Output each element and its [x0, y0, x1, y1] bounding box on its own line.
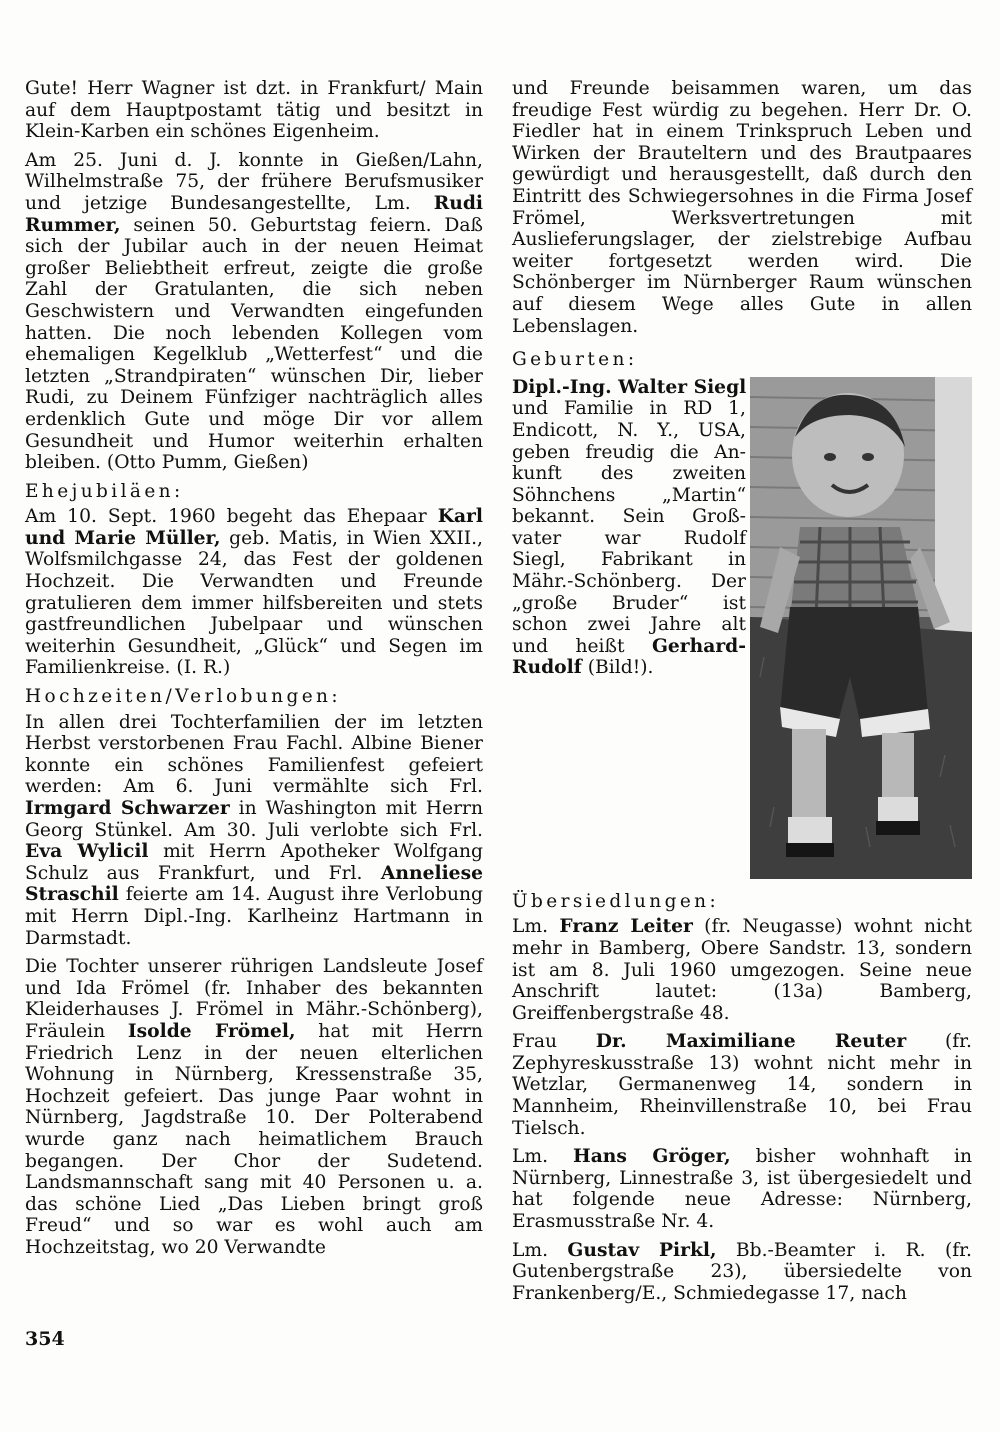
- text: in Washington mit Herrn Georg Stünkel. Am 30. Juli verlobte sich Frl.: [25, 798, 483, 841]
- child-photo: [750, 377, 972, 879]
- paragraph-mueller: [25, 506, 483, 679]
- text-line: schon zwei Jahre alt: [512, 614, 746, 636]
- paragraph-leiter: [512, 916, 972, 1024]
- text: hat mit Herrn Friedrich Lenz in der neuen elterlichen Wohnung in Nürnberg, Kressenstraße 35, Hochzeit gefeiert. Das junge Paar wohnt in Nürnberg, Jagdstraße 10. Der Polterabend wurde ganz nach heimatlichem Brauch begangen. Der Chor der Sudetend. Landsmannschaft sang mit 40 Personen u. a. das schöne Lied „Das Lieben bringt groß Freud“ und so war es wohl auch am Hochzeitstag, wo 20 Verwandte: [25, 1020, 483, 1258]
- birth-announcement: [512, 377, 972, 887]
- heading-uebersiedlungen: Übersiedlungen:: [512, 890, 720, 912]
- text: feierte am 14. August ihre Verlobung mit Herrn Dipl.-Ing. Karlheinz Hartmann in Darmstadt.: [25, 884, 483, 949]
- name-rudi-rummer: Rudi Rummer,: [25, 191, 483, 236]
- text-line: Siegl, Fabrikant in: [512, 549, 746, 571]
- text-line: und Familie in RD 1,: [512, 398, 746, 420]
- text: Die Tochter unserer rührigen Landsleute Josef und Ida Frömel (fr. Inhaber des bekannten Kleiderhauses J. Frömel in Mähr.-Schönberg), Fräulein: [25, 956, 483, 1042]
- birth-text: [512, 377, 746, 679]
- text: Lm.: [512, 1239, 549, 1261]
- text: (fr. Neugasse) wohnt nicht mehr in Bamberg, Obere Sandstr. 13, sondern ist am 8. Juli 1960 umgezogen. Seine neue Anschrift lautet: (13a) Bamberg, Greiffenbergstraße 48.: [512, 916, 973, 1024]
- page-number: 354: [25, 1328, 65, 1350]
- paragraph-biener: [25, 712, 483, 950]
- name-gerhard: Gerhard-: [651, 634, 746, 657]
- name-maximiliane-reuter: Dr. Maximiliane Reuter: [595, 1030, 907, 1053]
- name-karl-marie-mueller: Karl und Marie Müller,: [25, 505, 483, 549]
- name-anneliese-straschil: Anneliese Straschil: [25, 861, 483, 906]
- text: (Bild!).: [587, 657, 654, 679]
- text-line: [512, 657, 746, 679]
- name-eva-wylicil: Eva Wylicil: [25, 840, 149, 863]
- name-hans-groeger: Hans Gröger,: [573, 1145, 731, 1168]
- paragraph-groeger: [512, 1146, 972, 1232]
- text-line: [512, 636, 746, 658]
- left-column: [25, 78, 483, 1265]
- paragraph-reuter: [512, 1031, 972, 1139]
- text: und heißt: [512, 635, 625, 657]
- text: mit Herrn Apotheker Wolfgang Schulz aus Frankfurt, und Frl.: [25, 841, 483, 884]
- text: seinen 50. Geburtstag feiern. Daß sich der Jubilar auch in der neuen Heimat großer Beliebtheit erfreut, zeigte die große Zahl der Gratulanten, die sich neben Geschwistern und Verwandten eingefunden hatten. Die noch lebenden Kollegen vom ehemaligen Kegelklub „Wetterfest“ und die letzten „Strandpiraten“ wünschen Dir, lieber Rudi, zu Deinem Fünfziger nachträglich alles erdenklich Gute und möge Dir vor allem Gesundheit und Humor weiterhin erhalten bleiben. (Otto Pumm, Gießen): [25, 214, 483, 474]
- text: geb. Matis, in Wien XXII., Wolfsmilchgasse 24, das Fest der goldenen Hochzeit. Die Verwandten und Freunde gratulieren dem immer hilfsbereiten und stets gastfreundlichen Jubelpaar und wünschen weiterhin Gesundheit, „Glück“ und Segen im Familienkreise. (I. R.): [25, 527, 483, 679]
- text-line: vater war Rudolf: [512, 527, 746, 549]
- text: bisher wohnhaft in Nürnberg, Linnestraße 3, ist übergesiedelt und hat folgende neue Adresse: Nürnberg, Erasmusstraße Nr. 4.: [512, 1146, 972, 1233]
- heading-hochzeiten: Hochzeiten/Verlobungen:: [25, 686, 342, 708]
- name-gustav-pirkl: Gustav Pirkl,: [567, 1238, 717, 1261]
- text: In allen drei Tochterfamilien der im letzten Herbst verstorbenen Frau Fachl. Albine Biener konnte ein schönes Familienfest gefeiert werden: Am 6. Juni vermählte sich Frl.: [25, 711, 483, 798]
- text: Am 10. Sept. 1960 begeht das Ehepaar: [25, 506, 427, 528]
- name-rudolf: Rudolf: [512, 656, 582, 679]
- text-line: „große Bruder“ ist: [512, 592, 746, 614]
- right-column: [512, 78, 972, 1311]
- name-walter-siegl: Dipl.-Ing. Walter Siegl: [512, 375, 747, 398]
- text-line: Endicott, N. Y., USA,: [512, 419, 746, 441]
- heading-geburten: Geburten:: [512, 349, 638, 371]
- paragraph-wagner: Gute! Herr Wagner ist dzt. in Frankfurt/ Main auf dem Hauptpostamt tätig und besitzt in Klein-Karben ein schönes Eigenheim.: [25, 78, 483, 143]
- text: (fr. Zephyreskusstraße 13) wohnt nicht mehr in Wetzlar, Germanenweg 14, sondern in Mannheim, Rheinvillenstraße 10, bei Frau Tielsch.: [512, 1031, 972, 1139]
- text-line: Mähr.-Schönberg. Der: [512, 571, 746, 593]
- text: Am 25. Juni d. J. konnte in Gießen/Lahn, Wilhelmstraße 75, der frühere Berufsmusiker und jetzige Bundesangestellte, Lm.: [25, 149, 483, 214]
- name-isolde-froemel: Isolde Frömel,: [127, 1019, 296, 1042]
- child-photo-illustration: [750, 377, 972, 879]
- text-line: geben freudig die An-: [512, 441, 746, 463]
- text: Frau: [512, 1031, 558, 1053]
- paragraph-rummer: [25, 150, 483, 474]
- name-irmgard-schwarzer: Irmgard Schwarzer: [25, 797, 230, 819]
- name-franz-leiter: Franz Leiter: [559, 915, 693, 938]
- heading-ehejubilaeen: Ehejubiläen:: [25, 480, 184, 502]
- text-line: Söhnchens „Martin“: [512, 484, 746, 506]
- text: Lm.: [512, 1146, 549, 1168]
- paragraph-feier: und Freunde beisammen waren, um das freudige Fest würdig zu begehen. Herr Dr. O. Fiedler hat in einem Trinkspruch Leben und Wirken der Brauteltern und des Brautpaares gewürdigt und herausgestellt, daß durch den Eintritt des Schwiegersohnes in die Firma Josef Frömel, Werksvertretungen mit Auslieferungslager, der zielstrebige Aufbau weiter fortgesetzt werden wird. Die Schönberger im Nürnberger Raum wünschen auf diesem Wege alles Gute in allen Lebenslagen.: [512, 78, 972, 337]
- text-line: bekannt. Sein Groß-: [512, 506, 746, 528]
- paragraph-pirkl: [512, 1240, 972, 1305]
- text: Lm.: [512, 916, 549, 938]
- paragraph-froemel: [25, 956, 483, 1258]
- text: Bb.-Beamter i. R. (fr. Gutenbergstraße 23), übersiedelte von Frankenberg/E., Schmiedegasse 17, nach: [512, 1239, 972, 1304]
- text-line: kunft des zweiten: [512, 463, 746, 485]
